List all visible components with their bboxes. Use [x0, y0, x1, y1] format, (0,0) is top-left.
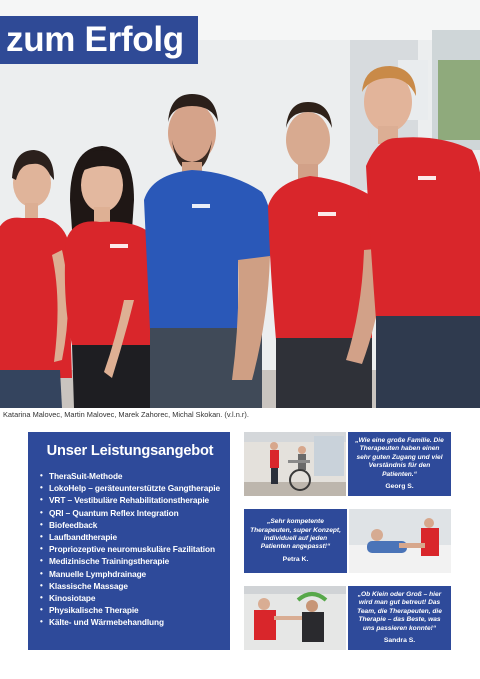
list-item: • Manuelle Lymphdrainage — [40, 568, 147, 579]
bullet-icon: • — [40, 519, 43, 529]
bullet-icon: • — [40, 483, 43, 493]
bullet-icon: • — [40, 605, 43, 615]
services-panel — [28, 432, 230, 650]
list-item: • LokoHelp – geräteunterstützte Gangtherapie — [40, 483, 220, 494]
list-item: • TheraSuit-Methode — [40, 471, 123, 481]
therapy-child-photo — [244, 586, 346, 650]
testimonial-author: Petra K. — [282, 555, 309, 563]
photo-caption: Katarina Malovec, Martin Malovec, Marek Zahorec, Michal Skokan. (v.l.n.r). — [3, 410, 249, 419]
testimonial-petra — [244, 509, 451, 573]
testimonial-text: „Wie eine große Familie. Die Therapeuten haben einen sehr guten Zugang und viel Verständnis für den Patienten.“ — [355, 436, 444, 478]
therapy-lymph-photo — [349, 509, 451, 573]
bullet-icon: • — [40, 593, 43, 603]
testimonial-quote-box — [348, 432, 451, 496]
list-item: • Propriozeptive neuromuskuläre Fazilitation — [40, 544, 215, 555]
list-item: • VRT – Vestibuläre Rehabilitationstherapie — [40, 495, 210, 506]
testimonial-quote-box — [348, 586, 451, 650]
testimonial-text: „Sehr kompetente Therapeuten, super Konzept, individuell auf jeden Patienten angepasst!“ — [250, 518, 341, 551]
bullet-icon: • — [40, 495, 43, 505]
list-item: • Biofeedback — [40, 519, 98, 530]
bullet-icon: • — [40, 580, 43, 590]
therapy-gait-photo — [244, 432, 346, 496]
list-item: • Kinosiotape — [40, 593, 96, 604]
list-item: • Kälte- und Wärmebehandlung — [40, 617, 164, 628]
list-item: • Klassische Massage — [40, 580, 128, 591]
testimonial-sandra — [244, 586, 451, 650]
bullet-icon: • — [40, 617, 43, 627]
services-list — [40, 470, 220, 629]
bullet-icon: • — [40, 532, 43, 542]
testimonial-author: Sandra S. — [383, 637, 416, 645]
testimonial-text: „Ob Klein oder Groß – hier wird man gut betreut! Das Team, die Therapeuten, die Therapie – das Beste, was uns passieren konnte!“ — [357, 590, 442, 632]
list-item: • QRI – Quantum Reflex Integration — [40, 507, 179, 518]
bullet-icon: • — [40, 556, 43, 566]
headline: zum Erfolg — [0, 16, 198, 64]
testimonial-georg — [244, 432, 451, 496]
bullet-icon: • — [40, 471, 43, 480]
list-item: • Medizinische Trainingstherapie — [40, 556, 170, 567]
testimonial-author: Georg S. — [385, 483, 414, 491]
bullet-icon: • — [40, 544, 43, 554]
bullet-icon: • — [40, 507, 43, 517]
list-item: • Physikalische Therapie — [40, 605, 139, 616]
services-title: Unser Leistungsangebot — [46, 443, 214, 459]
testimonial-quote-box — [244, 509, 347, 573]
bullet-icon: • — [40, 568, 43, 578]
list-item: • Laufbandtherapie — [40, 532, 118, 543]
